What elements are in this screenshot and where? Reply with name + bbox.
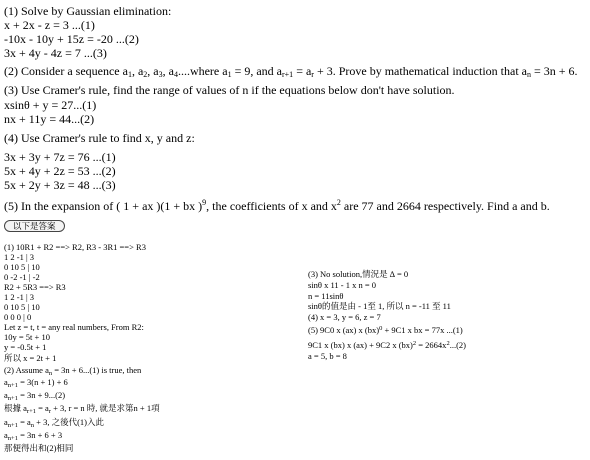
q1-title: (1) Solve by Gaussian elimination: <box>4 4 172 18</box>
answer-5-result: a = 5, b = 8 <box>308 351 347 361</box>
answer-5-equation-1: (5) 9C0 x (ax) x (bx)$^0$ + 9C1 x bx = 77x ...(1) <box>308 325 463 335</box>
answer-1-matrix-row: 1 2 -1 | 3 <box>4 292 35 302</box>
q4-equation-3: 5x + 2y + 3z = 48 ...(3) <box>4 178 116 192</box>
answer-3-title: (3) No solution,情況是 ∆ = 0 <box>308 269 409 279</box>
answer-2-line: $a_{n+1} = 3n + 6 + 3$ <box>4 430 63 442</box>
answer-2-line: $a_{n+1} = a_n + 3$, 之後代(1)入此 <box>4 417 104 429</box>
q4-title: (4) Use Cramer's rule to find x, y and z: <box>4 131 195 145</box>
answer-1-result: 所以 x = 2t + 1 <box>4 353 57 363</box>
q3-title: (3) Use Cramer's rule, find the range of values of n if the equations below don't have solution. <box>4 83 455 97</box>
q1-equation-3: 3x + 4y - 4z = 7 ...(3) <box>4 46 107 60</box>
answer-3-line: sinθ x 11 - 1 x n = 0 <box>308 280 377 290</box>
q4-equation-1: 3x + 3y + 7z = 76 ...(1) <box>4 150 116 164</box>
answer-1-line: y = -0.5t + 1 <box>4 342 47 352</box>
answer-1-matrix-row: 1 2 -1 | 3 <box>4 252 35 262</box>
answer-4-result: (4) x = 3, y = 6, z = 7 <box>308 312 381 322</box>
answer-2-line: $a_{n+1} = 3(n + 1) + 6$ <box>4 377 68 389</box>
q1-equation-1: x + 2x - z = 3 ...(1) <box>4 18 95 32</box>
q4-equation-2: 5x + 4y + 2z = 53 ...(2) <box>4 164 116 178</box>
answer-1-let: Let z = t, t = any real numbers, From R2: <box>4 322 144 332</box>
show-answers-button[interactable]: 以下是答案 <box>4 220 65 232</box>
answer-1-matrix-row: 0 -2 -1 | -2 <box>4 272 40 282</box>
q3-equation-1: xsinθ + y = 27...(1) <box>4 98 97 112</box>
q3-equation-2: nx + 11y = 44...(2) <box>4 112 95 126</box>
answer-2-assume: (2) Assume $a_n = 3n + 6...(1)$ is true, then <box>4 365 142 377</box>
q1-equation-2: -10x - 10y + 15z = -20 ...(2) <box>4 32 139 46</box>
answer-1-step-2: R2 + 5R3 ==> R3 <box>4 282 66 292</box>
answer-3-range: sinθ的值是由 - 1至 1, 所以 n = -11 至 11 <box>308 301 451 311</box>
answer-1-matrix-row: 0 10 5 | 10 <box>4 302 40 312</box>
q2-statement: (2) Consider a sequence $a_1$, $a_2$, $a_3$, $a_4....where$ $a_1 = 9$, and $a_{r+1} = a_r + 3$. Prove by mathematical induction that $a_n = 3n + 6$. <box>4 64 578 79</box>
q5-statement: (5) In the expansion of ( 1 + ax )(1 + bx )$^9$, the coefficients of x and $x^2$ are 77 and 2664 respectively. Find a and b. <box>4 198 550 213</box>
answer-1-step-1: (1) 10R1 + R2 ==> R2, R3 - 3R1 ==> R3 <box>4 242 146 252</box>
answer-2-line: 根據 $a_{r+1} = a_r + 3$, r = n 時, 就是求第n + 1項 <box>4 403 160 415</box>
answer-5-equation-2: 9C1 x (bx) x (ax) + 9C2 x $(bx)^2 = 2664x^2...(2)$ <box>308 340 466 350</box>
answer-2-line: $a_{n+1} = 3n + 9...(2)$ <box>4 390 66 402</box>
answer-1-line: 10y = 5t + 10 <box>4 332 50 342</box>
answer-1-matrix-row: 0 10 5 | 10 <box>4 262 40 272</box>
answer-1-matrix-row: 0 0 0 | 0 <box>4 312 32 322</box>
answer-2-conclusion: 那便得出和(2)相同 <box>4 443 74 453</box>
answer-3-line: n = 11sinθ <box>308 291 344 301</box>
